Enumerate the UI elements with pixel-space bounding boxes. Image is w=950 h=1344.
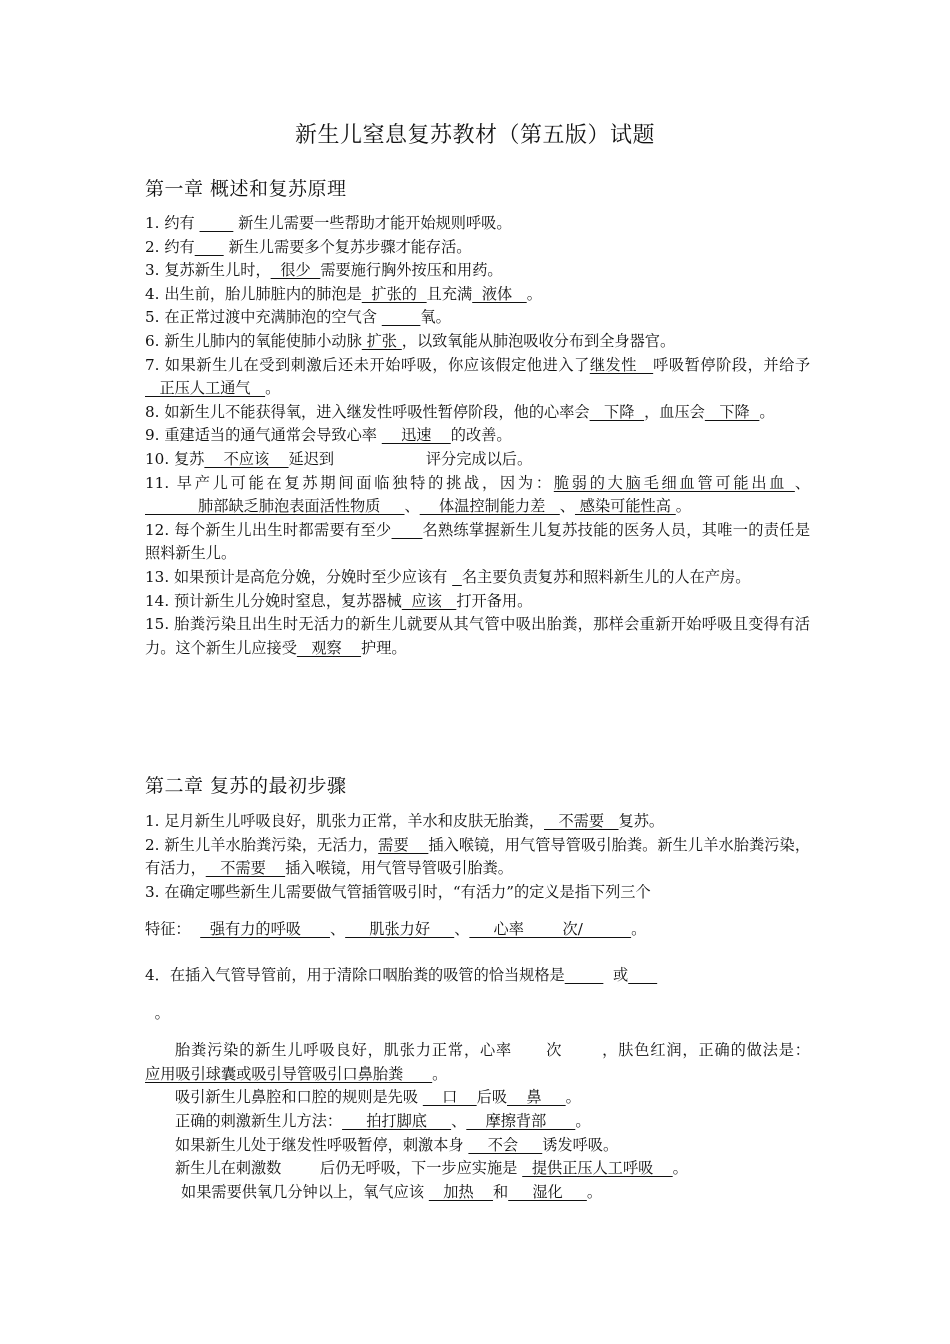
- question-2-1: 1. 足月新生儿呼吸良好，肌张力正常，羊水和皮肤无胎粪， 不需要 复苏。: [145, 812, 665, 830]
- answer-blank: 需要: [378, 835, 429, 854]
- answer-blank: [452, 568, 462, 586]
- answer-blank: 拍打脚底: [342, 1111, 452, 1130]
- answer-blank: 扩张的: [361, 284, 427, 303]
- answer-blank: 口: [422, 1088, 477, 1107]
- answer-blank: 强有力的呼吸: [200, 920, 330, 939]
- question-1-7: 7. 如果新生儿在受到刺激后还未开始呼吸，你应该假定他进入了继发性 呼吸暂停阶段，并给予 正压人工通气 。: [145, 355, 811, 398]
- answer-blank: [195, 238, 224, 256]
- answer-blank: 液体: [472, 284, 527, 303]
- question-2-3: 3. 在确定哪些新生儿需要做气管插管吸引时，“有活力”的定义是指下列三个: [145, 882, 651, 901]
- question-2-p3: 正确的刺激新生儿方法： 拍打脚底 、 摩擦背部 。: [175, 1111, 591, 1130]
- answer-blank: [565, 966, 604, 984]
- answer-blank: [382, 308, 421, 326]
- question-2-2: 2. 新生儿羊水胎粪污染，无活力，需要 插入喉镜，用气管导管吸引胎粪。新生儿羊水胎粪污染，有活力， 不需要 插入喉镜，用气管导管吸引胎粪。: [145, 835, 811, 878]
- answer-blank: 扩张: [361, 331, 402, 350]
- question-2-p5: 新生儿在刺激数 后仍无呼吸，下一步应实施是 提供正压人工呼吸 。: [175, 1159, 688, 1178]
- chapter-2-heading: 第二章 复苏的最初步骤: [145, 775, 347, 797]
- question-1-8: 8. 如新生儿不能获得氧，进入继发性呼吸性暂停阶段，他的心率会 下降 ，血压会 下降 。: [145, 402, 775, 421]
- chapter-1-heading: 第一章 概述和复苏原理: [145, 178, 347, 200]
- answer-blank: 不应该: [204, 449, 289, 468]
- answer-blank: [628, 966, 657, 984]
- question-2-3-features: 特征： 强有力的呼吸 、 肌张力好 、 心率 次/ 。: [145, 920, 647, 939]
- question-1-10: 10. 复苏 不应该 延迟到 评分完成以后。: [145, 449, 533, 468]
- answer-blank: 不需要: [544, 812, 619, 830]
- question-2-4-end: 。: [145, 1003, 170, 1022]
- question-1-14: 14. 预计新生儿分娩时窒息，复苏器械 应该 打开备用。: [145, 591, 533, 610]
- question-2-p2: 吸引新生儿鼻腔和口腔的规则是先吸 口 后吸 鼻 。: [175, 1088, 581, 1107]
- question-1-12: 12. 每个新生儿出生时都需要有至少 名熟练掌握新生儿复苏技能的医务人员，其唯一的责任是照料新生儿。: [145, 520, 811, 563]
- chapter-1-questions: [145, 212, 810, 660]
- question-2-p1: 胎粪污染的新生儿呼吸良好，肌张力正常，心率 次 ，肤色红润，正确的做法是：应用吸引球囊或吸引导管吸引口鼻胎粪 。: [145, 1041, 810, 1083]
- answer-blank: 湿化: [508, 1182, 587, 1201]
- question-1-1: 1. 约有 新生儿需要一些帮助才能开始规则呼吸。: [145, 214, 512, 232]
- answer-blank: 很少: [270, 261, 321, 280]
- answer-blank: 体温控制能力差: [419, 497, 560, 516]
- chapter-2-questions: [145, 810, 810, 1204]
- question-1-13: 13. 如果预计是高危分娩，分娩时至少应该有 名主要负责复苏和照料新生儿的人在产房。: [145, 567, 751, 586]
- answer-blank: 摩擦背部: [466, 1111, 576, 1130]
- answer-blank: 不会: [468, 1135, 543, 1154]
- answer-blank: 继发性: [589, 355, 654, 374]
- question-2-4: 4．在插入气管导管前，用于清除口咽胎粪的吸管的恰当规格是 或: [145, 964, 810, 988]
- answer-blank: 提供正压人工呼吸: [522, 1159, 673, 1178]
- answer-blank: 鼻: [507, 1088, 566, 1107]
- answer-blank: 感染可能性高: [574, 497, 676, 516]
- answer-blank: 观察: [296, 638, 362, 657]
- answer-blank: 肺部缺乏肺泡表面活性物质: [145, 497, 405, 516]
- answer-blank: 下降: [589, 402, 645, 421]
- answer-blank: 加热: [428, 1182, 493, 1201]
- question-2-p4: 如果新生儿处于继发性呼吸暂停，刺激本身 不会 诱发呼吸。: [175, 1135, 619, 1154]
- answer-blank: 应该: [401, 591, 457, 610]
- answer-blank: 肌张力好: [345, 920, 455, 939]
- answer-blank: 应用吸引球囊或吸引导管吸引口鼻胎粪: [145, 1064, 433, 1083]
- answer-blank: [200, 214, 234, 232]
- answer-blank: 下降: [704, 402, 760, 421]
- question-1-11: 11. 早产儿可能在复苏期间面临独特的挑战，因为：脆弱的大脑毛细血管可能出血 、 肺部缺乏肺泡表面活性物质 、 体温控制能力差 、 感染可能性高 。: [145, 473, 811, 516]
- document-title: 新生儿窒息复苏教材（第五版）试题: [294, 123, 655, 148]
- answer-blank: [392, 521, 423, 539]
- answer-blank: 正压人工通气: [145, 379, 266, 398]
- question-1-6: 6. 新生儿肺内的氧能使肺小动脉 扩张 ，以致氧能从肺泡吸收分布到全身器官。: [145, 331, 676, 350]
- question-1-3: 3. 复苏新生儿时， 很少 需要施行胸外按压和用药。: [145, 261, 503, 280]
- question-1-15: 15. 胎粪污染且出生时无活力的新生儿就要从其气管中吸出胎粪，那样会重新开始呼吸且变得有活力。这个新生儿应接受 观察 护理。: [145, 615, 810, 657]
- answer-blank: 脆弱的大脑毛细血管可能出血: [553, 473, 795, 492]
- question-1-2: 2. 约有 新生儿需要多个复苏步骤才能存活。: [145, 237, 472, 256]
- question-2-p6: 如果需要供氧几分钟以上，氧气应该 加热 和 湿化 。: [181, 1182, 603, 1201]
- answer-blank: 不需要: [205, 859, 286, 878]
- question-1-5: 5. 在正常过渡中充满肺泡的空气含 氧。: [145, 308, 451, 327]
- question-1-9: 9. 重建适当的通气通常会导致心率 迅速 的改善。: [145, 426, 512, 445]
- answer-blank: 心率 次/: [469, 920, 632, 939]
- answer-blank: 迅速: [381, 426, 451, 445]
- question-1-4: 4. 出生前，胎儿肺脏内的肺泡是 扩张的 且充满 液体 。: [145, 284, 542, 303]
